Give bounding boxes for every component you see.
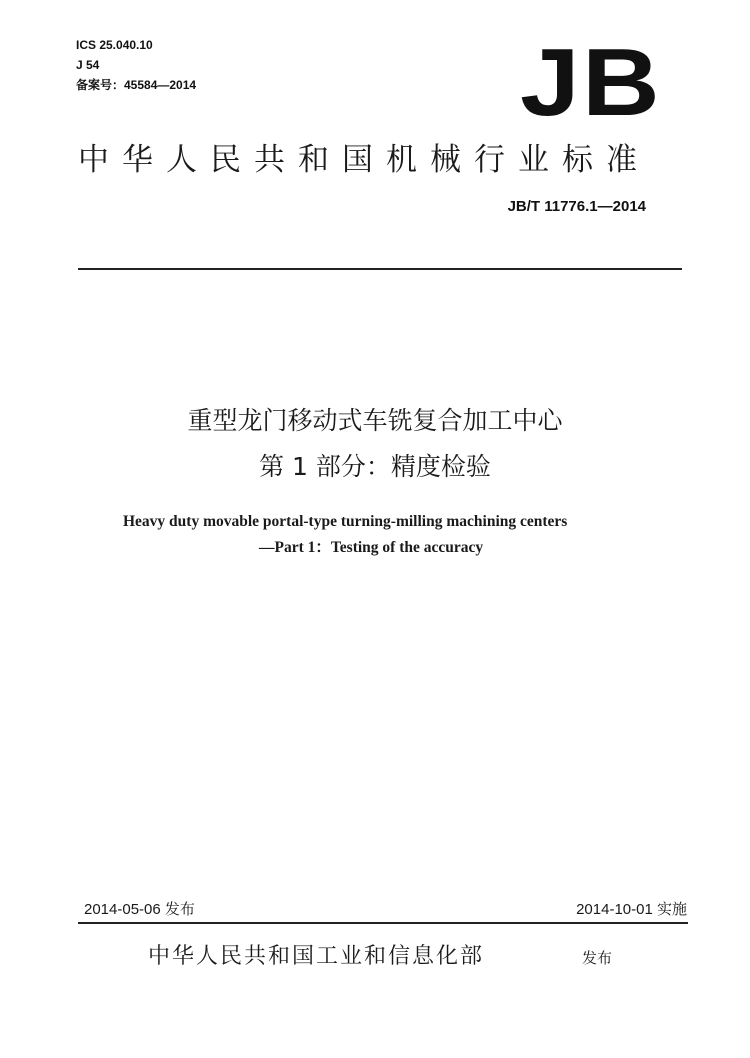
chinese-title-line-2: 第 1 部分：精度检验 [259,452,491,481]
jb-logo: JB [520,29,662,136]
bottom-divider [78,922,688,924]
top-divider [78,268,682,270]
issuing-authority: 中华人民共和国工业和信息化部 [148,944,485,969]
classification-code: J 54 [76,58,100,72]
standard-number: JB/T 11776.1—2014 [507,198,646,215]
chinese-title-line-1: 重型龙门移动式车铣复合加工中心 [187,406,563,435]
english-title-line-2: —Part 1：Testing of the accuracy [259,539,484,556]
publication-date: 2014-05-06 发布 [84,901,195,918]
industry-standard-title: 中华人民共和国机械行业标准 [78,142,650,178]
implementation-date: 2014-10-01 实施 [576,901,687,918]
ics-code: ICS 25.040.10 [76,38,153,52]
english-title-line-1: Heavy duty movable portal-type turning-milling machining centers [123,513,568,530]
filing-number: 备案号：45584—2014 [76,78,197,92]
issuer-action: 发布 [582,949,613,967]
